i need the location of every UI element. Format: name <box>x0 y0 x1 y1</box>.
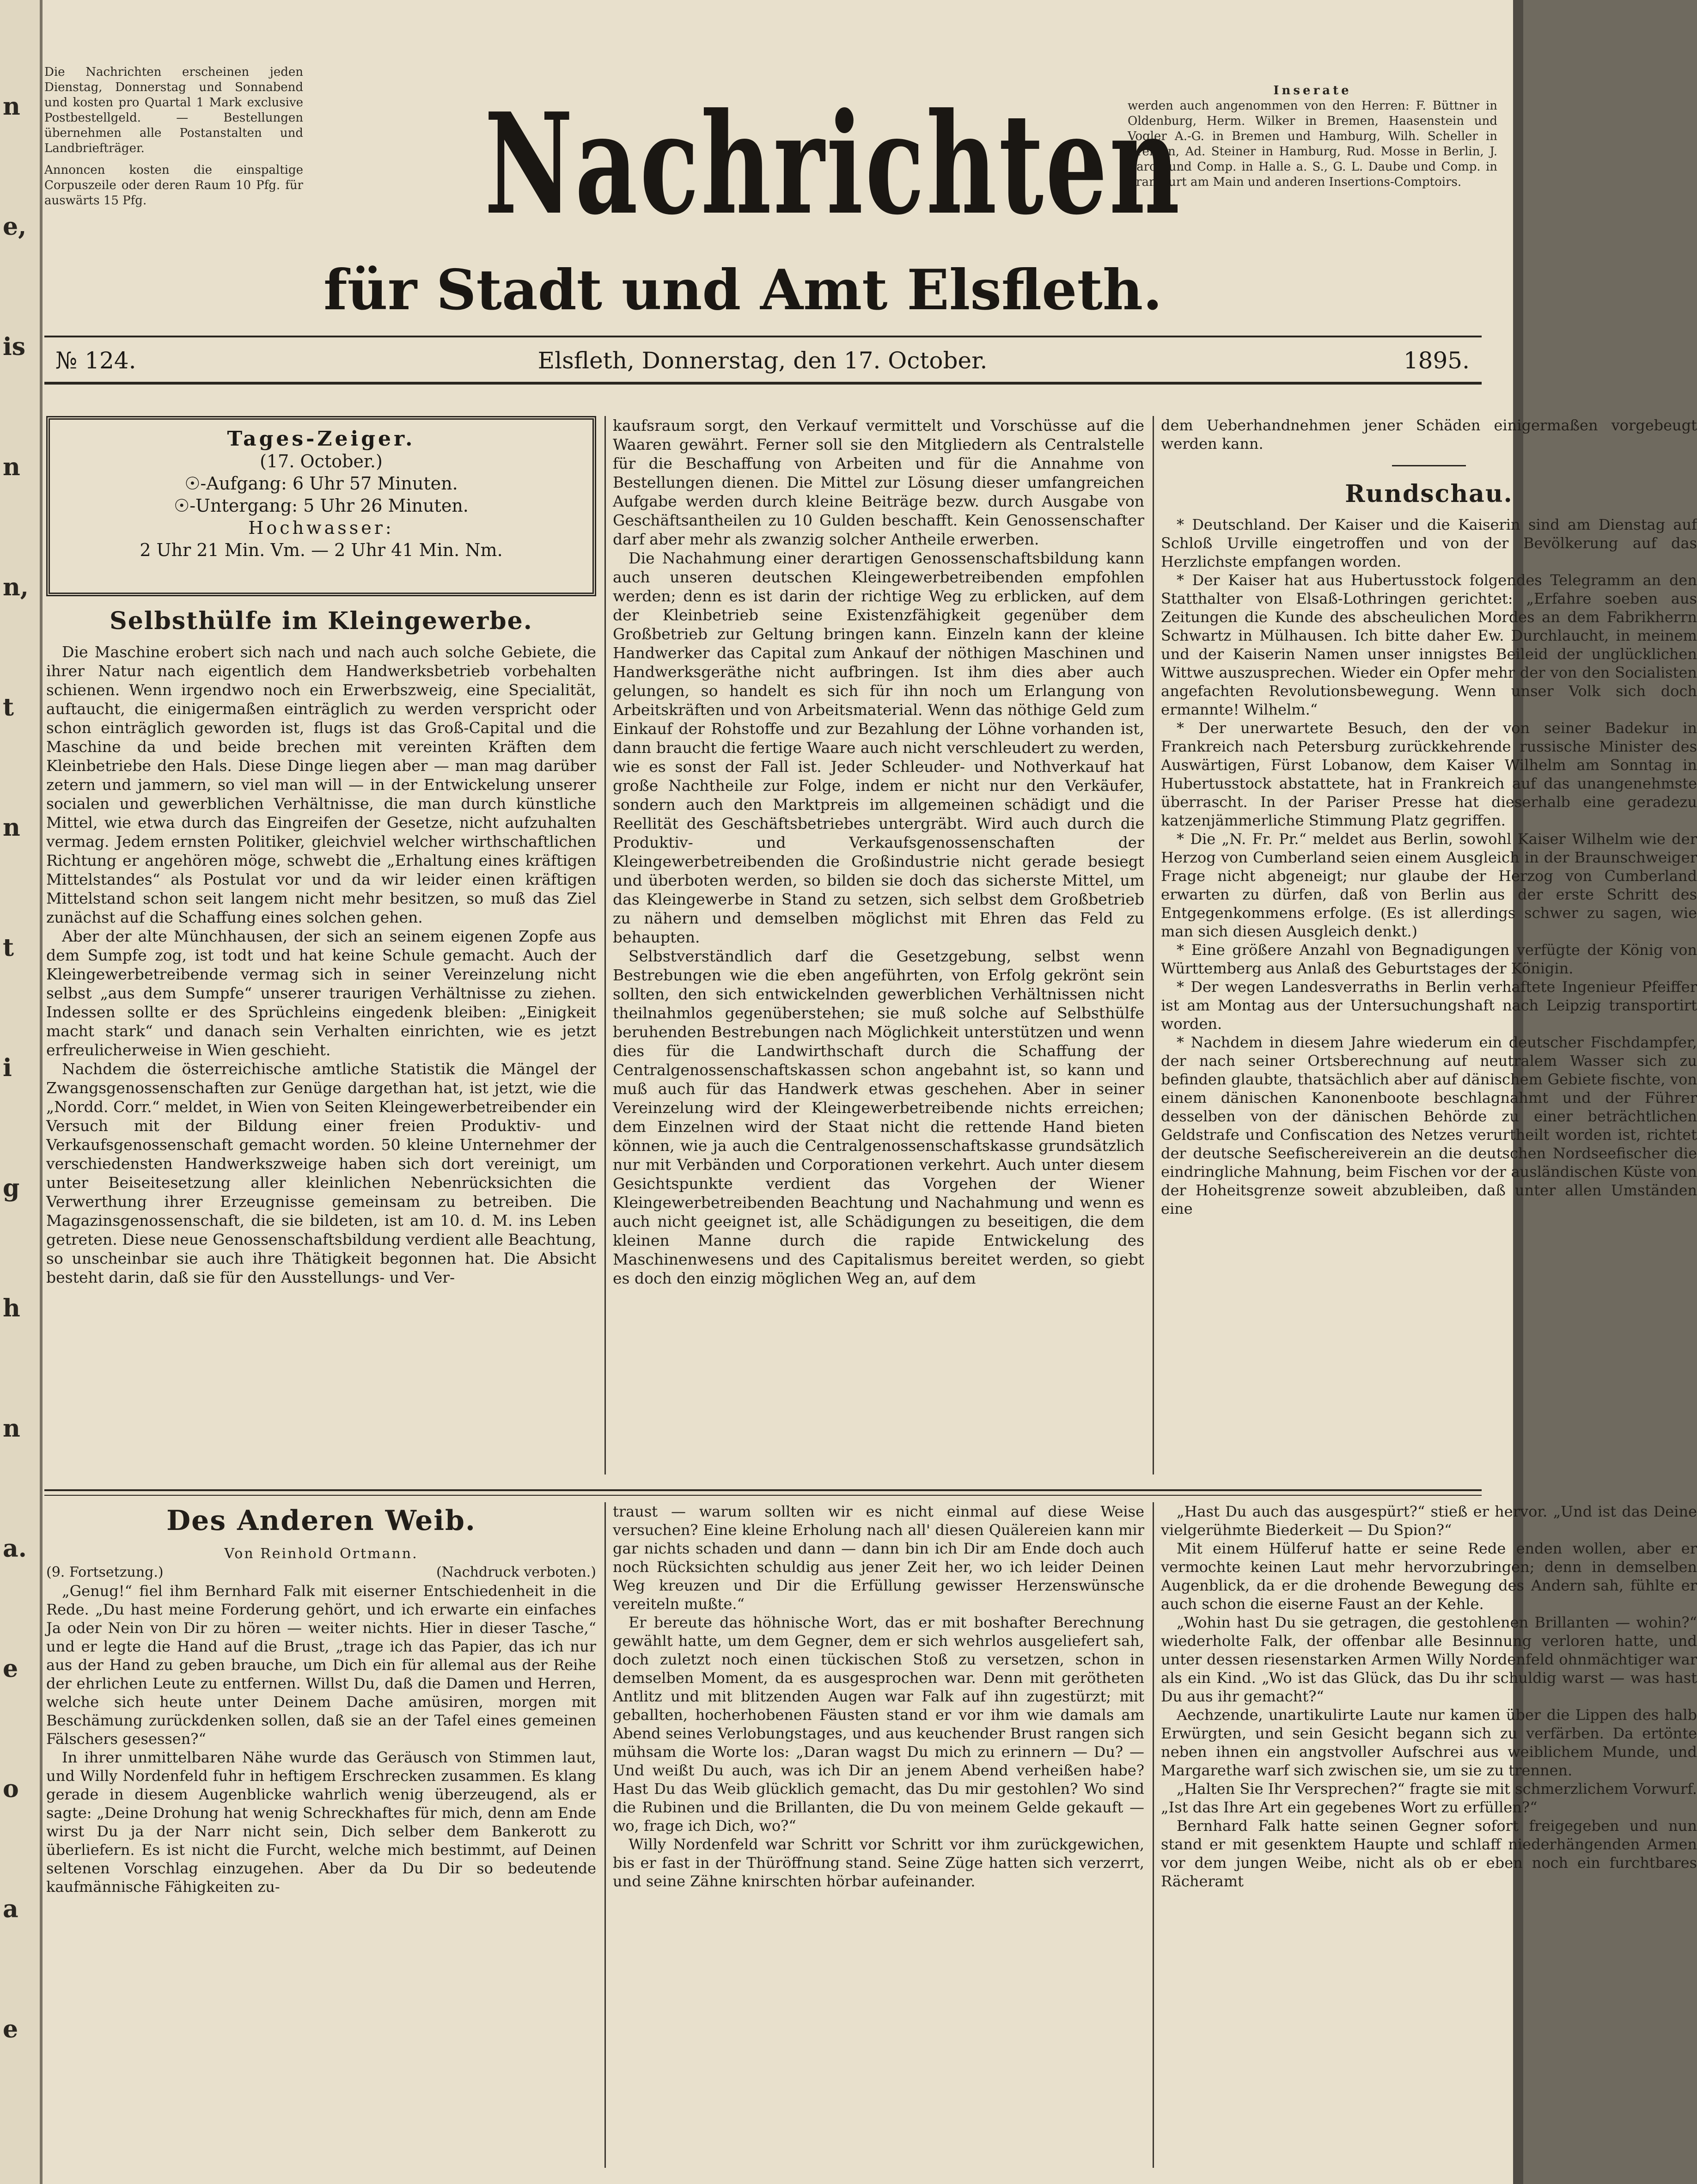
feuilleton-heading: Des Anderen Weib. <box>166 1505 476 1537</box>
margin-fragment: o <box>3 1775 19 1803</box>
paragraph: * Nachdem in diesem Jahre wiederum ein deutscher Fischdampfer, der nach seiner Ortsberechnung auf neutralem Wasser sich zu befinden glaubte, thatsächlich aber auf dänischem Gebiete fischte, von einem dänischen Kanonenboote beschlagnahmt und der Führer desselben von der dänischen Behörde zu einer beträchtlichen Geldstrafe und Confiscation des Netzes verurtheilt worden ist, richtet der deutsche Seefischereiverein an die deutschen Nordseefischer die eindringliche Mahnung, beim Fischen vor der ausländischen Küste von der Hoheitsgrenze soweit abzubleiben, daß unter allen Umständen eine <box>1161 1034 1697 1217</box>
paragraph: Er bereute das höhnische Wort, das er mit boshafter Berechnung gewählt hatte, um dem Gegner, dem er sich wehrlos ausgeliefert sah, doch zuletzt noch einen tückischen Stoß zu versetzen, schon in demselben Moment, da es ausgesprochen war. Denn mit gerötheten Antlitz und mit blitzenden Augen war Falk auf ihn zugestürzt; mit geballten, hocherhobenen Fäusten stand er vor ihm wie damals am Abend seines Verlobungstages, und aus keuchender Brust rangen sich mühsam die Worte los: „Daran wagst Du mich zu erinnern — Du? — Und weißt Du auch, was ich Dir an jenem Abend verheißen habe? Hast Du das Weib glücklich gemacht, das Du mir gestohlen? Wo sind die Rubinen und die Brillanten, die Du von meinem Gelde gekauft — wo, frage ich Dich, wo?“ <box>613 1614 1144 1835</box>
article-selbsthuelfe-col1 <box>46 606 596 1470</box>
issue-date: Elsfleth, Donnerstag, den 17. October. <box>537 347 988 374</box>
margin-fragment: i <box>3 1054 12 1082</box>
paragraph: kaufsraum sorgt, den Verkauf vermittelt und Vorschüsse auf die Waaren gewährt. Ferner soll sie den Mitgliedern als Centralstelle für die Beschaffung von Arbeiten und für die Annahme von Bestellungen dienen. Die Mittel zur Lösung dieser umfangreichen Aufgabe werden durch kleine Beiträge bezw. durch Ausgabe von Geschäftsantheilen zu 10 Gulden beschafft. Kein Genossenschafter darf aber mehr als zwanzig solcher Antheile erwerben. <box>613 416 1144 548</box>
rundschau-column <box>1161 416 1697 1470</box>
margin-fragment: t <box>3 934 14 962</box>
feuilleton-rule-thin <box>44 1495 1482 1496</box>
tageszeiger-box <box>46 416 596 596</box>
feuilleton-col2 <box>613 1502 1144 2168</box>
issue-number: № 124. <box>55 347 136 374</box>
header-rule-bottom <box>44 382 1482 385</box>
margin-fragment: is <box>3 333 26 361</box>
margin-fragment: n, <box>3 573 29 601</box>
masthead-subtitle: für Stadt und Amt Elsfleth. <box>324 257 1162 323</box>
author-byline: Von Reinhold Ortmann. <box>224 1546 418 1562</box>
margin-fragment: e <box>3 2015 18 2043</box>
article-selbsthuelfe-col2 <box>613 416 1144 1470</box>
sunrise: ☉-Aufgang: 6 Uhr 57 Minuten. <box>184 473 458 494</box>
paragraph: * Die „N. Fr. Pr.“ meldet aus Berlin, sowohl Kaiser Wilhelm wie der Herzog von Cumberland seien einem Ausgleich in der Braunschweiger Frage nicht abgeneigt; nur glaube der Herzog von Cumberland erwarten zu dürfen, daß von Berlin aus der erste Schritt des Entgegenkommens erfolge. (Es ist allerdings schwer zu sagen, wie man sich diesen Ausgleich denkt.) <box>1161 830 1697 940</box>
margin-fragment: e <box>3 1655 18 1683</box>
inserate-info: Inserate werden auch angenommen von den Herren: F. Büttner in Oldenburg, Herm. Wilker in Bremen, Haasenstein und Vogler A.-G. in Bremen und Hamburg, Wilh. Scheller in Bremen, Ad. Steiner in Hamburg, Rud. Mosse in Berlin, J. Barck und Comp. in Halle a. S., G. L. Daube und Comp. in Frankfurt am Main und anderen Insertions-Comptoirs. <box>1128 84 1497 189</box>
margin-fragment: t <box>3 693 14 722</box>
paragraph: In ihrer unmittelbaren Nähe wurde das Geräusch von Stimmen laut, und Willy Nordenfeld fuhr in heftigem Erschrecken zusammen. Es klang gerade in diesem Augenblicke wahrlich wenig überzeugend, als er sagte: „Deine Drohung hat wenig Schreckhaftes für mich, denn am Ende wirst Du ja der Narr nicht sein, Dich selber dem Bankerott zu überliefern. Es ist nicht die Furcht, welche mich bestimmt, auf Deinen seltenen Vorschlag einzugehen. Aber da Du Dir so bedeutende kaufmännische Fähigkeiten zu- <box>46 1749 596 1896</box>
paragraph: „Halten Sie Ihr Versprechen?“ fragte sie mit schmerzlichem Vorwurf. „Ist das Ihre Art ein gegebenes Wort zu erfüllen?“ <box>1161 1780 1697 1816</box>
continuation-number: (9. Fortsetzung.) <box>46 1564 164 1580</box>
header-rule-top <box>44 336 1482 337</box>
feuilleton-col3 <box>1161 1502 1697 2168</box>
paragraph: Mit einem Hülferuf hatte er seine Rede enden wollen, aber er vermochte keinen Laut mehr hervorzubringen; denn in demselben Augenblick, da er die drohende Bewegung des Andern sah, fühlte er auch schon die eiserne Faust an der Kehle. <box>1161 1540 1697 1613</box>
adjacent-page-strip <box>0 0 43 2184</box>
paragraph: * Der wegen Landesverraths in Berlin verhaftete Ingenieur Pfeiffer ist am Montag aus der Untersuchungshaft nach Leipzig transportirt worden. <box>1161 978 1697 1033</box>
paragraph: * Deutschland. Der Kaiser und die Kaiserin sind am Dienstag auf Schloß Urville eingetroffen und von der Bevölkerung auf das Herzlichste empfangen worden. <box>1161 516 1697 570</box>
column-rule <box>604 416 606 1474</box>
tageszeiger-date: (17. October.) <box>260 451 383 471</box>
paragraph: Die Maschine erobert sich nach und nach auch solche Gebiete, die ihrer Natur nach eigentlich dem Handwerksbetrieb vorbehalten schienen. Wenn irgendwo noch ein Erwerbszweig, eine Specialität, auftaucht, die einigermaßen einträglich zu werden verspricht oder schon einträglich geworden ist, flugs ist das Groß-Capital und die Maschine da und beide brechen mit vereinten Kräften dem Kleinbetriebe den Hals. Diese Dinge liegen aber — man mag darüber zetern und jammern, so viel man will — in der Entwickelung unserer socialen und gewerblichen Verhältnisse, die man durch künstliche Mittel, wie etwa durch das Eingreifen der Gesetze, nicht aufzuhalten vermag. Jedem ernsten Politiker, gleichviel welcher wirthschaftlichen Richtung er angehören möge, schwebt die „Erhaltung eines kräftigen Mittelstandes“ als Postulat vor und da wir leider einen kräftigen Mittelstand schon seit langem nicht mehr besitzen, so muß das Ziel zunächst auf die Schaffung eines solchen gehen. <box>46 643 596 926</box>
paragraph: Willy Nordenfeld war Schritt vor Schritt vor ihm zurückgewichen, bis er fast in der Thüröffnung stand. Seine Züge hatten sich verzerrt, und seine Zähne knirschten hörbar aufeinander. <box>613 1835 1144 1890</box>
margin-fragment: g <box>3 1174 20 1202</box>
margin-fragment: n <box>3 1414 20 1443</box>
paragraph: Selbstverständlich darf die Gesetzgebung, selbst wenn Bestrebungen wie die eben angeführten, von Erfolg gekrönt sein sollten, den sich entwickelnden gewerblichen Verhältnissen nicht theilnahmlos gegenüberstehen; sie muß solche auf Selbsthülfe beruhenden Bestrebungen nach Möglichkeit unterstützen und wenn dies für die Landwirthschaft durch die Schaffung der Centralgenossenschaftskassen schon angebahnt ist, so kann und muß auch für das Handwerk etwas geschehen. Aber in seiner Vereinzelung wird der Kleingewerbetreibende nichts erreichen; dem Einzelnen wird der Staat nicht die rettende Hand bieten können, wie ja auch die Centralgenossenschaftskasse grundsätzlich nur mit Verbänden und Corporationen verkehrt. Auch unter diesem Gesichtspunkte verdient das Vorgehen der Wiener Kleingewerbetreibenden Beachtung und Nachahmung und wenn es auch nicht geeignet ist, alle Schädigungen zu beseitigen, die dem kleinen Manne durch die rapide Entwickelung des Maschinenwesens und des Capitalismus bereitet werden, so giebt es doch den einzig möglichen Weg an, auf dem <box>613 947 1144 1287</box>
paragraph: Bernhard Falk hatte seinen Gegner sofort freigegeben und nun stand er mit gesenktem Haupte und schlaff niederhängenden Armen vor dem jungen Weibe, nicht als ob er eben noch ein furchtbares Rächeramt <box>1161 1817 1697 1890</box>
paragraph: dem Ueberhandnehmen jener Schäden einigermaßen vorgebeugt werden kann. <box>1161 416 1697 453</box>
margin-fragment: e, <box>3 213 27 241</box>
reprint-note: (Nachdruck verboten.) <box>436 1564 596 1580</box>
margin-fragment: a. <box>3 1535 27 1563</box>
column-rule <box>1153 416 1154 1474</box>
margin-fragment: h <box>3 1294 20 1322</box>
column-rule <box>1153 1502 1154 2168</box>
paragraph: „Genug!“ fiel ihm Bernhard Falk mit eiserner Entschiedenheit in die Rede. „Du hast meine Forderung gehört, und ich erwarte ein einfaches Ja oder Nein von Dir zu hören — weiter nichts. Hier in dieser Tasche,“ und er legte die Hand auf die Brust, „trage ich das Papier, das ich nur aus der Hand zu geben brauche, um Dich ein für allemal aus der Reihe der ehrlichen Leute zu entfernen. Willst Du, daß die Damen und Herren, welche sich heute unter Deinem Dache amüsiren, morgen mit Beschämung zurückdenken sollen, daß sie an der Tafel eines gemeinen Fälschers gesessen?“ <box>46 1582 596 1748</box>
margin-fragment: n <box>3 92 20 121</box>
paragraph: Aechzende, unartikulirte Laute nur kamen über die Lippen des halb Erwürgten, und sein Gesicht begann sich zu verfärben. Da ertönte neben ihnen ein angstvoller Aufschrei aus weiblichem Munde, und Margarethe warf sich zwischen sie, um sie zu trennen. <box>1161 1706 1697 1779</box>
sunset: ☉-Untergang: 5 Uhr 26 Minuten. <box>174 496 469 516</box>
paragraph: „Hast Du auch das ausgespürt?“ stieß er hervor. „Und ist das Deine vielgerühmte Biederkeit — Du Spion?“ <box>1161 1503 1697 1539</box>
margin-fragment: a <box>3 1895 18 1923</box>
margin-fragment: n <box>3 453 20 481</box>
paragraph: traust — warum sollten wir es nicht einmal auf diese Weise versuchen? Eine kleine Erholung nach all' diesen Quälereien kann mir gar nichts schaden und dann — dann bin ich Dir am Ende doch auch noch Rücksichten schuldig aus jener Zeit her, wo ich leider Deinen Weg kreuzen und Dir die Erfüllung gewisser Herzenswünsche vereiteln mußte.“ <box>613 1503 1144 1613</box>
article-heading: Selbsthülfe im Kleingewerbe. <box>110 607 533 635</box>
subscription-info: Die Nachrichten erscheinen jeden Dienstag, Donnerstag und Sonnabend und kosten pro Quartal 1 Mark exclusive Postbestellgeld. — Bestellungen übernehmen alle Postanstalten und Landbriefträger. Annoncen kosten die einspaltige Corpuszeile oder deren Raum 10 Pfg. für auswärts 15 Pfg. <box>44 65 303 208</box>
paragraph: * Der unerwartete Besuch, den der von seiner Badekur in Frankreich nach Petersburg zurückkehrende russische Minister des Auswärtigen, Fürst Lobanow, dem Kaiser Wilhelm am Sonntag in Hubertusstock abstattete, hat in Frankreich auf das unangenehmste überrascht. In der Pariser Presse hat dieserhalb eine geradezu katzenjämmerliche Stimmung Platz gegriffen. <box>1161 719 1697 829</box>
rundschau-heading: Rundschau. <box>1345 480 1513 508</box>
feuilleton-col1 <box>46 1502 596 2168</box>
tageszeiger-title: Tages-Zeiger. <box>227 427 415 451</box>
paragraph: Nachdem die österreichische amtliche Statistik die Mängel der Zwangsgenossenschaften zur Genüge dargethan hat, ist jetzt, wie die „Nordd. Corr.“ meldet, in Wien von Seiten Kleingewerbetreibender ein Versuch mit der Bildung einer freien Produktiv- und Verkaufsgenossenschaft gemacht worden. 50 kleine Unternehmer der verschiedensten Handwerkszweige haben sich dort vereinigt, um unter Beiseitesetzung aller kleinlichen Nebenrücksichten die Verwerthung ihrer Erzeugnisse gemeinsam zu betreiben. Die Magazinsgenossenschaft, die sie bildeten, ist am 10. d. M. ins Leben getreten. Diese neue Genossenschaftsbildung verdient alle Beachtung, so unscheinbar sie auch ihre Thätigkeit begonnen hat. Die Absicht besteht darin, daß sie für den Ausstellungs- und Ver- <box>46 1060 596 1286</box>
paragraph: * Der Kaiser hat aus Hubertusstock folgendes Telegramm an den Statthalter von Elsaß-Lothringen gerichtet: „Erfahre soeben aus Zeitungen die Kunde des abscheulichen Mordes an dem Fabrikherrn Schwartz in Mülhausen. Ich bitte daher Ew. Durchlaucht, in meinem und der Kaiserin Namen unser innigstes Beileid der unglücklichen Wittwe auszusprechen. Wieder ein Opfer mehr der von den Socialisten angefachten Revolutionsbewegung. Wenn unser Volk sich doch ermannte! Wilhelm.“ <box>1161 571 1697 718</box>
separator <box>1392 465 1466 466</box>
column-rule <box>604 1502 606 2168</box>
issue-year: 1895. <box>1403 347 1470 374</box>
paragraph: „Wohin hast Du sie getragen, die gestohlenen Brillanten — wohin?“ wiederholte Falk, der offenbar alle Besinnung verloren hatte, und unter dessen riesenstarken Armen Willy Nordenfeld ohnmächtiger war als ein Kind. „Wo ist das Glück, das Du ihr schuldig warst — was hast Du aus ihr gemacht?“ <box>1161 1614 1697 1705</box>
paragraph: Die Nachahmung einer derartigen Genossenschaftsbildung kann auch unseren deutschen Kleingewerbetreibenden empfohlen werden; denn es ist darin der richtige Weg zu erblicken, auf dem der Kleinbetrieb seine Existenzfähigkeit gegenüber dem Großbetrieb zur Geltung bringen kann. Einzeln kann der kleine Handwerker das Capital zum Ankauf der nöthigen Maschinen und Handwerksgeräthe nicht aufbringen. Ist ihm dies aber auch gelungen, so handelt es sich für ihn noch um Erlangung von Arbeitskräften und von Arbeitsmaterial. Wenn das nöthige Geld zum Einkauf der Rohstoffe und zur Bezahlung der Löhne vorhanden ist, dann braucht die fertige Waare auch nicht verschleudert zu werden, wie es sonst der Fall ist. Jeder Schleuder- und Nothverkauf hat große Nachtheile zur Folge, indem er nicht nur den Verkäufer, sondern auch den Marktpreis im allgemeinen schädigt und die Reellität des Geschäftsbetriebes untergräbt. Wird auch durch die Produktiv- und Verkaufsgenossenschaften der Kleingewerbetreibenden die Großindustrie nicht gerade besiegt und überboten werden, so bilden sie doch das sicherste Mittel, um das Kleingewerbe in Stand zu setzen, sich selbst dem Großbetrieb zu nähern und demselben möglichst mit Ehren das Feld zu behaupten. <box>613 549 1144 946</box>
continuation-line <box>46 1563 596 1582</box>
margin-fragment: n <box>3 814 20 842</box>
paragraph: * Eine größere Anzahl von Begnadigungen verfügte der König von Württemberg aus Anlaß des Geburtstages der Königin. <box>1161 941 1697 977</box>
hochwasser-times: 2 Uhr 21 Min. Vm. — 2 Uhr 41 Min. Nm. <box>140 540 503 560</box>
masthead-title: Nachrichten <box>484 82 1182 245</box>
hochwasser-title: Hochwasser: <box>248 518 394 538</box>
feuilleton-rule <box>44 1489 1482 1491</box>
paragraph: Aber der alte Münchhausen, der sich an seinem eigenen Zopfe aus dem Sumpfe zog, ist todt und hat keine Schule gemacht. Auch der Kleingewerbetreibende vermag sich in seiner Vereinzelung nicht selbst „aus dem Sumpfe“ unserer traurigen Verhältnisse zu ziehen. Indessen sollte er des Sprüchleins eingedenk bleiben: „Einigkeit macht stark“ und danach sein Verhalten einrichten, wie es jetzt erfreulicherweise in Wien geschieht. <box>46 927 596 1059</box>
